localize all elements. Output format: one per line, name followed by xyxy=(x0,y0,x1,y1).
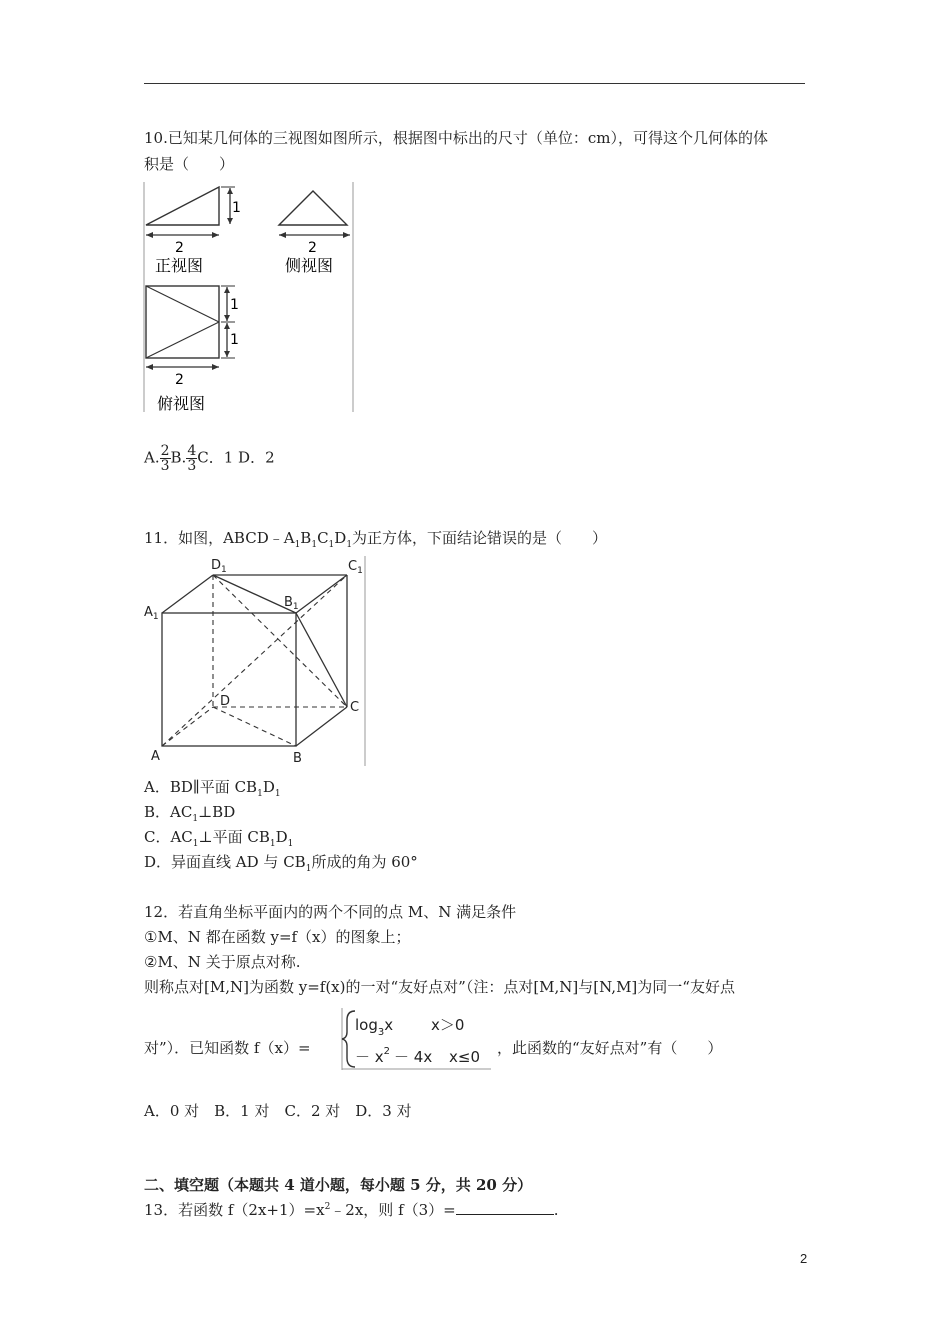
section-2-title: 二、填空题（本题共 4 道小题，每小题 5 分，共 20 分） xyxy=(144,1176,533,1194)
q10-stem-line2: 积是（ ） xyxy=(144,155,235,173)
q12-line2: ①M、N 都在函数 y=f（x）的图象上； xyxy=(144,928,411,946)
top-view xyxy=(146,286,239,412)
q11-option-c: C．$AC_1\perp$平面 $CB_1D_1$ xyxy=(144,828,294,849)
q12-options: A．0 对 B．1 对 C．2 对 D．3 对 xyxy=(144,1102,412,1120)
q12-line4: 则称点对[M,N]为函数 y=f(x)的一对“友好点对”（注：点对[M,N]与[N,M]为同一“友好点 xyxy=(144,978,735,996)
q12-line3: ②M、N 关于原点对称. xyxy=(144,953,301,971)
front-width-label: 2 xyxy=(175,240,184,256)
label-a1: $A_1$ xyxy=(144,605,159,622)
label-a: A xyxy=(151,749,160,764)
front-view-label: 正视图 xyxy=(155,256,204,275)
q11-option-d: D．异面直线 AD 与 $CB_1$所成的角为 60° xyxy=(144,853,418,874)
label-d1: $D_1$ xyxy=(211,558,227,575)
svg-text:－ x2－ 4x: － $x^2 - 4x$ xyxy=(355,1046,433,1066)
svg-text:x＞0: x＞0 xyxy=(431,1016,465,1034)
side-width-label: 2 xyxy=(308,240,317,256)
q11-option-a: A．BD∥平面 $CB_1D_1$ xyxy=(144,778,281,799)
q10-stem-line1: 10.已知某几何体的三视图如图所示，根据图中标出的尺寸（单位：cm），可得这个几何体的体 xyxy=(144,129,768,147)
q13-stem: 13．若函数 $f(2x+1)=x^2﹣2x$，则 f（3）= . xyxy=(144,1201,559,1219)
header-rule xyxy=(144,83,805,84)
q12-line1: 12．若直角坐标平面内的两个不同的点 M、N 满足条件 xyxy=(144,903,517,921)
q11-option-b: B．$AC_1\perp BD$ xyxy=(144,803,236,824)
q12-line5-pre: 对”）．已知函数 f（x）= xyxy=(144,1039,311,1057)
q10-option-b-fraction: $\frac{4}{3}$ xyxy=(187,443,197,474)
side-view xyxy=(279,191,350,275)
q13-answer-blank[interactable] xyxy=(456,1200,554,1215)
top-width-label: 2 xyxy=(175,372,184,388)
top-height-label-1: 1 xyxy=(230,297,239,313)
label-d: D xyxy=(220,694,231,709)
front-height-label: 1 xyxy=(232,200,241,216)
q11-stem: 11．如图，$ABCD﹣A_1B_1C_1D_1$为正方体，下面结论错误的是（ ） xyxy=(144,529,608,550)
q12-piecewise-function xyxy=(341,1008,493,1070)
q10-option-b: B. xyxy=(170,448,187,467)
q10-three-view-figure xyxy=(143,182,355,412)
q10-option-a: A. xyxy=(144,448,160,467)
top-view-label: 俯视图 xyxy=(157,394,206,412)
side-view-label: 侧视图 xyxy=(285,256,334,275)
label-b1: $B_1$ xyxy=(284,595,299,612)
q10-options xyxy=(144,444,275,473)
top-height-label-2: 1 xyxy=(230,332,239,348)
q10-option-a-fraction: $\frac{2}{3}$ xyxy=(160,443,170,474)
label-c1: $C_1$ xyxy=(348,559,363,576)
svg-text:x≤0: x≤0 xyxy=(449,1048,480,1066)
q12-line5-post: ，此函数的“友好点对”有（ ） xyxy=(497,1039,723,1057)
page-number: 2 xyxy=(800,1251,808,1266)
label-b: B xyxy=(293,751,302,766)
front-view xyxy=(146,187,241,275)
q10-option-cd: C．1 D．2 xyxy=(197,448,275,467)
q11-cube-figure xyxy=(143,553,368,768)
label-c: C xyxy=(350,700,360,715)
svg-text:log3x: $\log_3x$ xyxy=(355,1016,394,1038)
